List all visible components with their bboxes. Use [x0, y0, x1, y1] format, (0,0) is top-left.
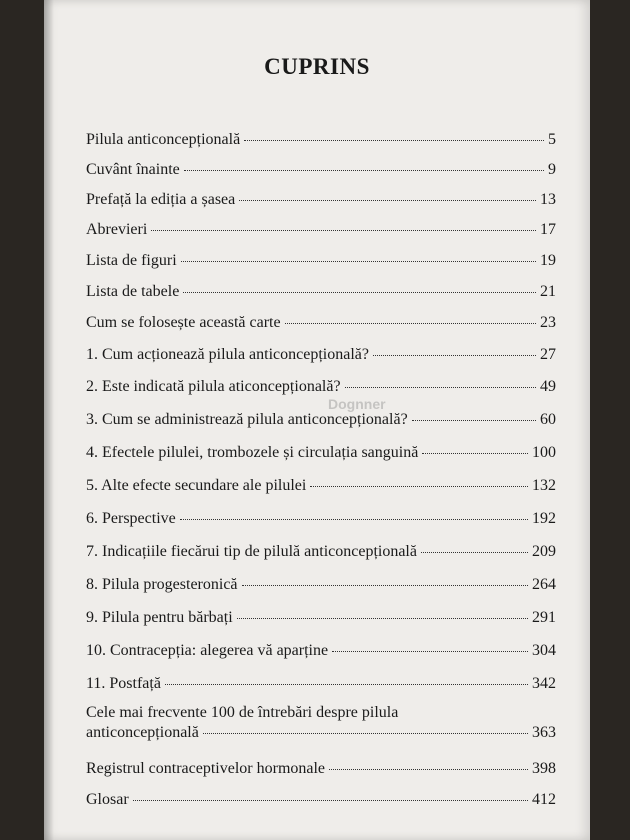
toc-entry — [86, 282, 556, 302]
toc-page-number: 13 — [540, 191, 556, 208]
toc-entry-text: 5. Alte efecte secundare ale pilulei — [86, 477, 307, 494]
dot-leader — [184, 170, 544, 171]
toc-entry-text-line2: anticoncepțională — [86, 724, 199, 741]
toc-page-number: 49 — [540, 378, 556, 395]
toc-page-number: 100 — [532, 444, 556, 461]
toc-page-number: 5 — [548, 131, 556, 148]
toc-page-number: 19 — [540, 252, 556, 269]
toc-entry-text: 8. Pilula progesteronică — [86, 576, 238, 593]
dot-leader — [180, 519, 528, 520]
dot-leader — [165, 684, 528, 685]
dot-leader — [239, 200, 536, 201]
toc-entry — [86, 130, 556, 150]
toc-page-number: 9 — [548, 161, 556, 178]
toc-page-number: 132 — [532, 477, 556, 494]
toc-entry — [86, 313, 556, 333]
toc-entry-text: 4. Efectele pilulei, trombozele și circulația sanguină — [86, 444, 419, 461]
toc-entry — [86, 542, 556, 562]
toc-entry — [86, 160, 556, 180]
toc-entry-text: Prefață la ediția a șasea — [86, 191, 236, 208]
toc-page-number: 17 — [540, 221, 556, 238]
dot-leader — [332, 651, 528, 652]
toc-entry-text: 9. Pilula pentru bărbați — [86, 609, 233, 626]
toc-entry-text: 3. Cum se administrează pilula anticoncepțională? — [86, 411, 408, 428]
toc-page-number: 398 — [532, 760, 556, 777]
spine-shadow — [44, 0, 54, 840]
toc-entry — [86, 220, 556, 240]
toc-page-number: 60 — [540, 411, 556, 428]
toc-entry-text: Lista de tabele — [86, 283, 180, 300]
toc-page-number: 342 — [532, 675, 556, 692]
toc-entry-text: 10. Contracepția: alegerea vă aparține — [86, 642, 329, 659]
toc-entry — [86, 345, 556, 365]
toc-page-number: 192 — [532, 510, 556, 527]
dot-leader — [133, 800, 528, 801]
toc-page-number: 412 — [532, 791, 556, 808]
dot-leader — [285, 323, 536, 324]
toc-entry-text: Pilula anticoncepțională — [86, 131, 241, 148]
dot-leader — [151, 230, 536, 231]
dot-leader — [412, 420, 536, 421]
dot-leader — [242, 585, 528, 586]
toc-entry — [86, 476, 556, 496]
toc-page-number: 209 — [532, 543, 556, 560]
toc-entry — [86, 575, 556, 595]
toc-page-number: 264 — [532, 576, 556, 593]
dot-leader — [181, 261, 536, 262]
toc-entry-text: 2. Este indicată pilula aticoncepțională? — [86, 378, 341, 395]
dot-leader — [345, 387, 536, 388]
toc-entry — [86, 790, 556, 810]
toc-entry — [86, 608, 556, 628]
dot-leader — [373, 355, 536, 356]
toc-entry-text: Abrevieri — [86, 221, 148, 238]
dot-leader — [237, 618, 528, 619]
dot-leader — [422, 453, 528, 454]
toc-title: CUPRINS — [264, 54, 370, 79]
toc-entry-text: 6. Perspective — [86, 510, 176, 527]
toc-entry — [86, 443, 556, 463]
watermark: Dognner — [328, 396, 386, 412]
dot-leader — [310, 486, 528, 487]
toc-page-number: 23 — [540, 314, 556, 331]
toc-entry — [86, 410, 556, 430]
dot-leader — [244, 140, 544, 141]
toc-entry-text: Cuvânt înainte — [86, 161, 180, 178]
dot-leader — [329, 769, 528, 770]
toc-entry — [86, 251, 556, 271]
toc-page-number: 27 — [540, 346, 556, 363]
toc-entry-text: 11. Postfață — [86, 675, 161, 692]
toc-entry-text: Glosar — [86, 791, 129, 808]
toc-entry-text: Cum se folosește această carte — [86, 314, 281, 331]
dot-leader — [203, 733, 528, 734]
toc-page-number: 304 — [532, 642, 556, 659]
toc-entry-text: Registrul contraceptivelor hormonale — [86, 760, 326, 777]
dot-leader — [183, 292, 536, 293]
toc-entry — [86, 190, 556, 210]
toc-page-number: 291 — [532, 609, 556, 626]
toc-entry — [86, 703, 556, 743]
toc-entry — [86, 759, 556, 779]
toc-entry — [86, 509, 556, 529]
toc-entry-text: 1. Cum acționează pilula anticoncepțională? — [86, 346, 369, 363]
toc-page-number: 21 — [540, 283, 556, 300]
toc-entry-text-line1: Cele mai frecvente 100 de întrebări despre pilula — [86, 704, 399, 721]
toc-entry-lastline — [86, 723, 556, 743]
toc-entry — [86, 674, 556, 694]
toc-entry-text: Lista de figuri — [86, 252, 177, 269]
toc-entry — [86, 377, 556, 397]
toc-page-number: 363 — [532, 724, 556, 741]
dot-leader — [421, 552, 528, 553]
toc-entry — [86, 641, 556, 661]
toc-entry-text: 7. Indicațiile fiecărui tip de pilulă anticoncepțională — [86, 543, 417, 560]
